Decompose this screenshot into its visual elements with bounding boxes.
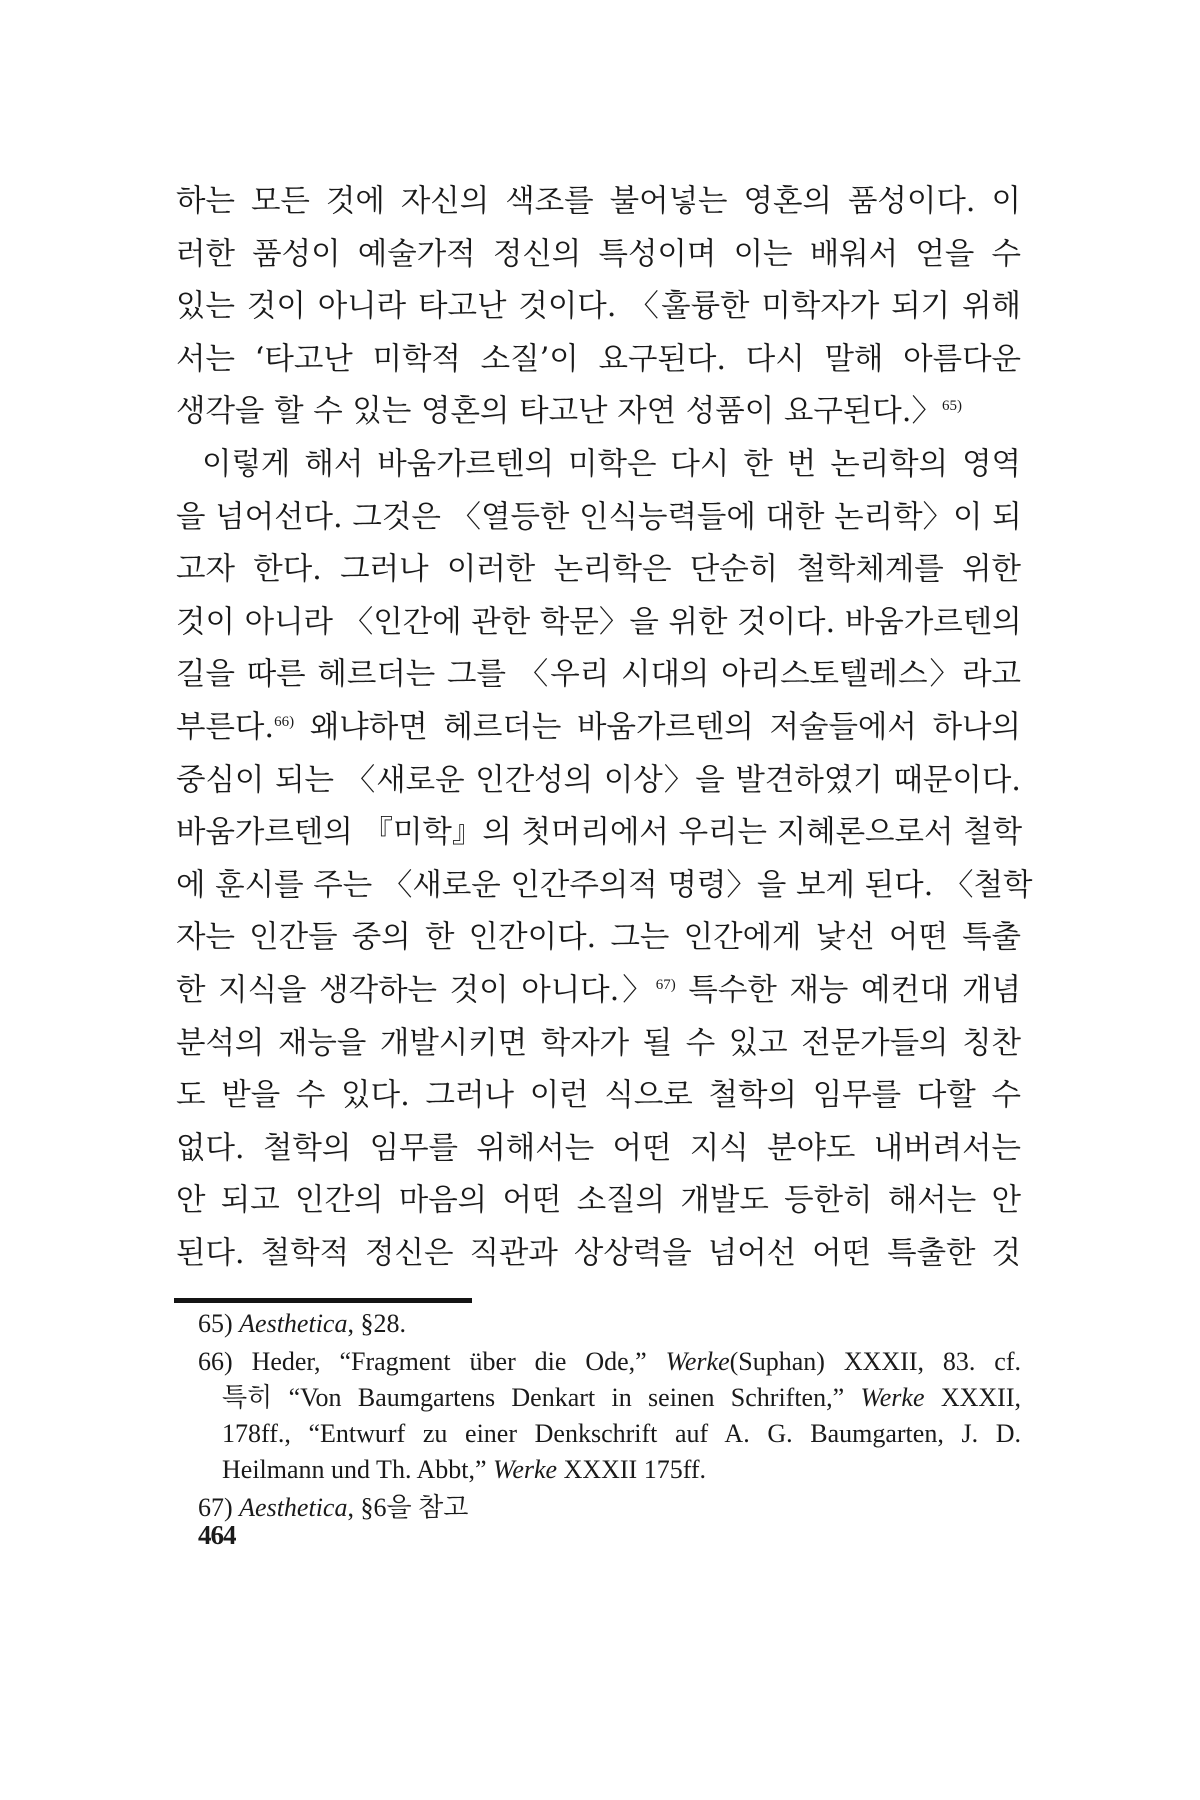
text-line: 된다. 철학적 정신은 직관과 상상력을 넘어선 어떤 특출한 것	[176, 1235, 1021, 1271]
text-line: 없다. 철학의 임무를 위해서는 어떤 지식 분야도 내버려서는	[176, 1130, 1021, 1166]
footnote-line	[198, 1452, 1021, 1488]
footnote-ref-66: 66)	[274, 713, 295, 730]
footnote-line	[198, 1306, 1021, 1342]
text-line-content: 왜냐하면 헤르더는 바움가르텐의 저술들에서 하나의	[294, 709, 1021, 745]
text-line-content: 생각을 할 수 있는 영혼의 타고난 자연 성품이 요구된다.〉	[176, 394, 942, 430]
footnote-title: Werke	[665, 1347, 730, 1376]
footnote-text: 특히 “Von Baumgartens Denkart in seinen Schriften,”	[222, 1383, 861, 1412]
text-line: 하는 모든 것에 자신의 색조를 불어넣는 영혼의 품성이다. 이	[176, 184, 1021, 219]
text-line: 안 되고 인간의 마음의 어떤 소질의 개발도 등한히 해서는 안	[176, 1183, 1021, 1219]
text-line	[176, 702, 1021, 755]
footnote-line: 178ff., “Entwurf zu einer Denkschrift auf A. G. Baumgarten, J. D.	[222, 1419, 1021, 1448]
footnote-line	[198, 1344, 1021, 1380]
text-line: 에 훈시를 주는 〈새로운 인간주의적 명령〉을 보게 된다. 〈철학	[176, 867, 1033, 903]
footnote-text: (Suphan) XXXII, 83. cf.	[729, 1347, 1021, 1376]
text-line: 것이 아니라 〈인간에 관한 학문〉을 위한 것이다. 바움가르텐의	[176, 604, 1022, 640]
footnote-text: XXXII 175ff.	[557, 1455, 707, 1484]
footnote-title: Werke	[860, 1383, 925, 1412]
footnote-divider	[174, 1298, 472, 1303]
footnote-ref-67: 67)	[655, 976, 676, 993]
text-line: 분석의 재능을 개발시키면 학자가 될 수 있고 전문가들의 칭찬	[176, 1025, 1021, 1061]
footnote-title: Aesthetica	[239, 1493, 348, 1522]
footnote-text: , §28.	[347, 1309, 406, 1338]
text-line: 러한 품성이 예술가적 정신의 특성이며 이는 배워서 얻을 수	[176, 236, 1021, 272]
footnote-title: Werke	[493, 1455, 558, 1484]
footnote-text: Heder, “Fragment über die Ode,”	[251, 1347, 666, 1376]
footnote-line	[198, 1490, 1021, 1526]
footnote-ref-65: 65)	[941, 398, 962, 415]
text-line: 길을 따른 헤르더는 그를 〈우리 시대의 아리스토텔레스〉라고	[176, 657, 1021, 693]
footnotes	[198, 1306, 1021, 1528]
text-line-content: 특수한 재능 예컨대 개념	[675, 972, 1021, 1008]
page-number: 464	[198, 1520, 236, 1550]
footnote-65	[198, 1306, 1021, 1342]
main-text	[176, 176, 1033, 1280]
footnote-66	[198, 1344, 1021, 1488]
footnote-text: XXXII,	[924, 1383, 1021, 1412]
text-line: 자는 인간들 중의 한 인간이다. 그는 인간에게 낯선 어떤 특출	[176, 920, 1021, 956]
text-line: 바움가르텐의 『미학』의 첫머리에서 우리는 지혜론으로서 철학	[176, 815, 1023, 851]
footnote-label: 65)	[198, 1309, 233, 1338]
text-line: 중심이 되는 〈새로운 인간성의 이상〉을 발견하였기 때문이다.	[176, 762, 1021, 798]
text-line-content: 부른다.	[176, 709, 275, 745]
footnote-title: Aesthetica	[239, 1309, 348, 1338]
footnote-text: , §6을 참고	[347, 1493, 469, 1522]
footnote-line	[198, 1380, 1021, 1416]
text-line: 있는 것이 아니라 타고난 것이다. 〈훌륭한 미학자가 되기 위해	[176, 289, 1021, 325]
text-line: 도 받을 수 있다. 그러나 이런 식으로 철학의 임무를 다할 수	[176, 1078, 1021, 1114]
text-line	[176, 386, 1021, 439]
text-line	[176, 965, 1021, 1018]
footnote-67	[198, 1490, 1021, 1526]
text-line: 고자 한다. 그러나 이러한 논리학은 단순히 철학체계를 위한	[176, 552, 1021, 588]
text-line: 을 넘어선다. 그것은 〈열등한 인식능력들에 대한 논리학〉이 되	[176, 499, 1022, 535]
text-line-content: 한 지식을 생각하는 것이 아니다.〉	[176, 972, 656, 1008]
footnote-label: 67)	[198, 1493, 233, 1522]
footnote-text: Heilmann und Th. Abbt,”	[222, 1455, 494, 1484]
footnote-label: 66)	[198, 1347, 233, 1376]
text-line: 서는 ‘타고난 미학적 소질’이 요구된다. 다시 말해 아름다운	[176, 341, 1021, 377]
text-line: 이렇게 해서 바움가르텐의 미학은 다시 한 번 논리학의 영역	[202, 446, 1021, 482]
